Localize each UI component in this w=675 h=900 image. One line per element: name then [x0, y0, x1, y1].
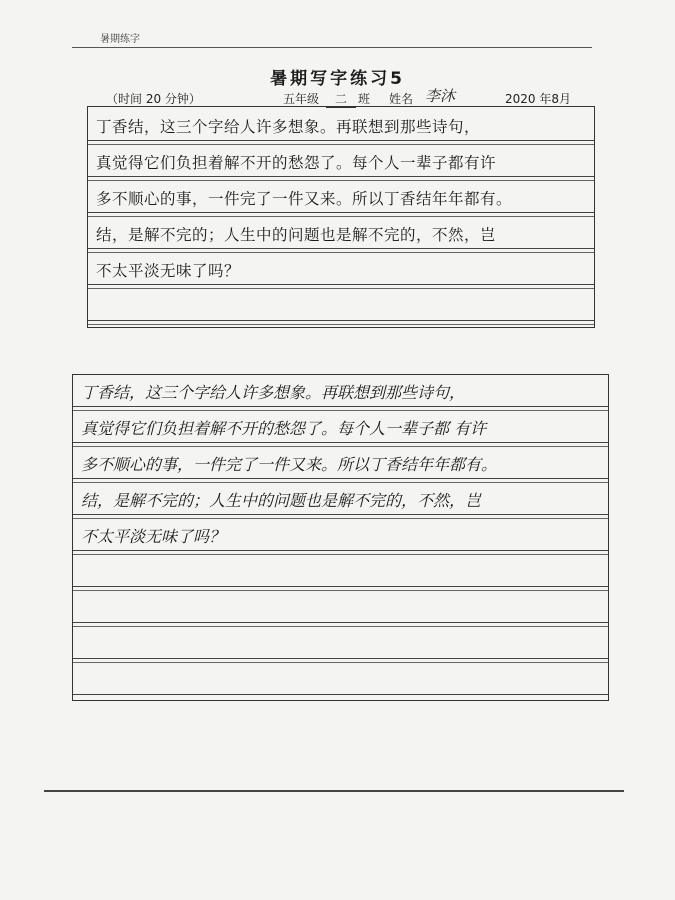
handwritten-line	[73, 377, 608, 407]
grade-label: 五年级	[283, 92, 320, 106]
printed-line	[88, 147, 594, 177]
line-rule	[88, 252, 594, 253]
printed-line-text: 结，是解不完的；人生中的问题也是解不完的，不然，岂	[96, 226, 497, 244]
name-label: 姓名	[389, 92, 414, 106]
printed-line	[88, 291, 594, 321]
line-rule	[73, 658, 608, 659]
header-rule	[72, 47, 592, 48]
line-rule	[88, 248, 594, 249]
name-value: 李沐	[423, 85, 469, 107]
handwritten-line-text: 多不顺心的事，一件完了一件又来。所以丁香结年年都有。	[81, 455, 498, 474]
date-label: 2020 年8月	[505, 92, 571, 106]
handwritten-line-text: 结，是解不完的；人生中的问题也是解不完的，不然，岂	[81, 491, 482, 510]
line-rule	[88, 216, 594, 217]
handwritten-line	[73, 629, 608, 659]
printed-line-text: 丁香结，这三个字给人许多想象。再联想到那些诗句，	[96, 118, 481, 136]
printed-line-text: 多不顺心的事，一件完了一件又来。所以丁香结年年都有。	[96, 190, 513, 208]
line-rule	[73, 446, 608, 447]
printed-line	[88, 255, 594, 285]
handwritten-line-text: 真觉得它们负担着解不开的愁怨了。每个人一辈子都 有许	[81, 419, 487, 438]
line-rule	[73, 590, 608, 591]
line-rule	[73, 622, 608, 623]
handwritten-line	[73, 557, 608, 587]
page-title: 暑期写字练习5	[270, 69, 405, 89]
line-rule	[73, 662, 608, 663]
line-rule	[88, 140, 594, 141]
line-rule	[88, 176, 594, 177]
line-rule	[73, 406, 608, 407]
line-rule	[88, 320, 594, 321]
class-label: 班	[358, 92, 371, 106]
line-rule	[73, 694, 608, 695]
line-rule	[73, 554, 608, 555]
header-label: 暑期练字	[100, 34, 140, 45]
line-rule	[88, 180, 594, 181]
line-rule	[88, 324, 594, 325]
line-rule	[73, 586, 608, 587]
line-rule	[88, 284, 594, 285]
printed-passage-box	[87, 106, 595, 328]
printed-line	[88, 219, 594, 249]
handwriting-box	[72, 374, 609, 701]
handwritten-line	[73, 521, 608, 551]
handwritten-line-text: 不太平淡无味了吗？	[81, 527, 226, 546]
handwritten-line	[73, 665, 608, 695]
line-rule	[88, 212, 594, 213]
time-label: （时间 20 分钟）	[106, 92, 201, 106]
line-rule	[73, 478, 608, 479]
printed-line-text: 真觉得它们负担着解不开的愁怨了。每个人一辈子都有许	[96, 154, 497, 172]
printed-line	[88, 111, 594, 141]
handwritten-line	[73, 449, 608, 479]
line-rule	[73, 550, 608, 551]
class-value: 二	[326, 90, 356, 108]
line-rule	[73, 626, 608, 627]
printed-line-text: 不太平淡无味了吗？	[96, 262, 241, 280]
handwritten-line	[73, 485, 608, 515]
line-rule	[73, 518, 608, 519]
line-rule	[73, 514, 608, 515]
printed-line	[88, 183, 594, 213]
line-rule	[88, 144, 594, 145]
line-rule	[73, 442, 608, 443]
line-rule	[88, 288, 594, 289]
line-rule	[73, 482, 608, 483]
handwritten-line-text: 丁香结，这三个字给人许多想象。再联想到那些诗句，	[81, 383, 466, 402]
line-rule	[73, 410, 608, 411]
handwritten-line	[73, 593, 608, 623]
footer-rule	[44, 790, 624, 792]
handwritten-line	[73, 413, 608, 443]
